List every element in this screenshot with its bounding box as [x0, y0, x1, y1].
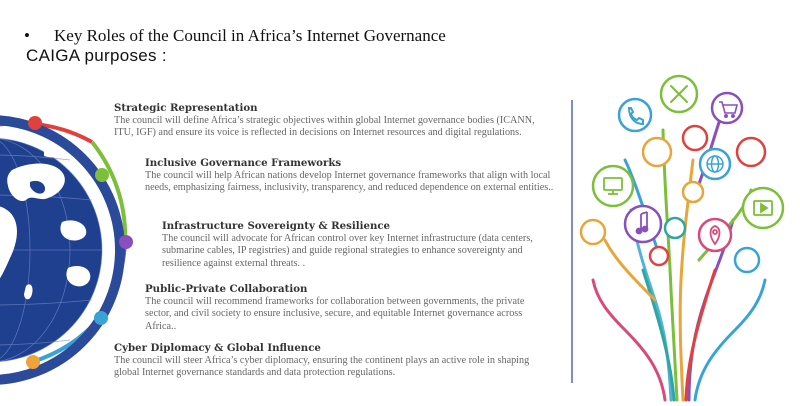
slide-title: [24, 26, 446, 46]
tech-tree-graphic: [575, 60, 800, 406]
role-heading: Inclusive Governance Frameworks: [145, 157, 342, 169]
title-text: Key Roles of the Council in Africa’s Internet Governance: [54, 26, 446, 45]
role-item-inclusive-governance: [145, 157, 555, 195]
role-heading: Strategic Representation: [114, 102, 258, 114]
role-heading: Public-Private Collaboration: [145, 283, 308, 295]
role-text: The council will advocate for African control over key Internet infrastructure (data centers, submarine cables, IP registries) and guide regional strategies to enhance sovereignty and resilience against external threats. .: [162, 232, 533, 269]
role-item-cyber-diplomacy: [114, 342, 534, 380]
role-text: The council will steer Africa’s cyber diplomacy, ensuring the continent plays an active role in shaping global Internet governance standards and data protection regulations.: [114, 354, 530, 379]
title-bullet: •: [24, 26, 30, 45]
role-item-infrastructure-sovereignty: [162, 220, 542, 270]
vertical-divider: [571, 100, 573, 383]
slide-subtitle: CAIGA purposes :: [26, 46, 167, 65]
role-item-public-private-collaboration: [145, 283, 540, 333]
role-item-strategic-representation: [114, 102, 554, 140]
role-text: The council will define Africa’s strategic objectives within global Internet governance bodies (ICANN, ITU, IGF) and ensure its voice is reflected in decisions on Internet resources and digital regulations.: [114, 114, 535, 139]
role-text: The council will recommend frameworks for collaboration between governments, the private sector, and civil society to ensure inclusive, secure, and equitable Internet governance across Africa..: [145, 295, 525, 332]
role-heading: Cyber Diplomacy & Global Influence: [114, 342, 321, 354]
role-text: The council will help African nations develop Internet governance frameworks that align with local needs, emphasizing fairness, inclusivity, transparency, and reduced dependence on external entities..: [145, 169, 554, 194]
role-heading: Infrastructure Sovereignty & Resilience: [162, 220, 391, 232]
